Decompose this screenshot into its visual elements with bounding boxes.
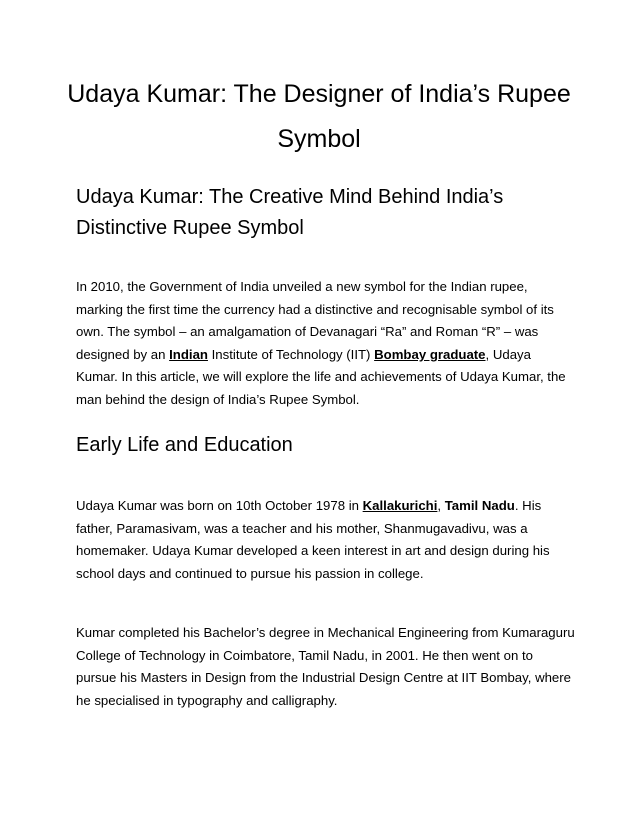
link-bombay-graduate[interactable]: Bombay graduate — [374, 346, 486, 362]
document-title: Udaya Kumar: The Designer of India’s Rupee Symbol — [67, 80, 571, 153]
intro-paragraph — [76, 276, 576, 412]
intro-text-2: Institute of Technology (IIT) — [207, 346, 375, 362]
link-kallakurichi[interactable]: Kallakurichi — [362, 498, 438, 513]
tamil-nadu-bold: Tamil Nadu — [444, 498, 515, 513]
education-paragraph: Kumar completed his Bachelor’s degree in Mechanical Engineering from Kumaraguru College of Technology in Coimbatore, Tamil Nadu, in 2001. He then went on to pursue his Masters in Design from the Industrial Design Centre at IIT Bombay, where he specialised in typography and calligraphy. — [76, 625, 575, 708]
early-text-3: . His father, Paramasivam, was a teacher and his mother, Shanmugavadivu, was a homemaker. Udaya Kumar developed a keen interest in art and design during his school days and continued to pursue his passion in college. — [76, 498, 550, 581]
intro-text-1: In 2010, the Government of India unveiled a new symbol for the Indian rupee, marking the first time the currency had a distinctive and recognisable symbol of its own. The symbol – an amalgamation of Devanagari “Ra” and Roman “R” – was designed by an — [76, 279, 554, 362]
early-text-1: Udaya Kumar was born on 10th October 1978 in — [76, 498, 363, 513]
link-indian[interactable]: Indian — [169, 346, 208, 362]
early-text-2: , — [437, 498, 445, 513]
intro-text-3: , Udaya Kumar. In this article, we will explore the life and achievements of Udaya Kumar, the man behind the design of India’s Rupee Symbol. — [76, 346, 566, 407]
section-heading-early-life: Early Life and Education — [76, 434, 293, 456]
section-heading-creative-mind: Udaya Kumar: The Creative Mind Behind India’s Distinctive Rupee Symbol — [76, 186, 504, 239]
early-life-paragraph — [76, 495, 576, 585]
